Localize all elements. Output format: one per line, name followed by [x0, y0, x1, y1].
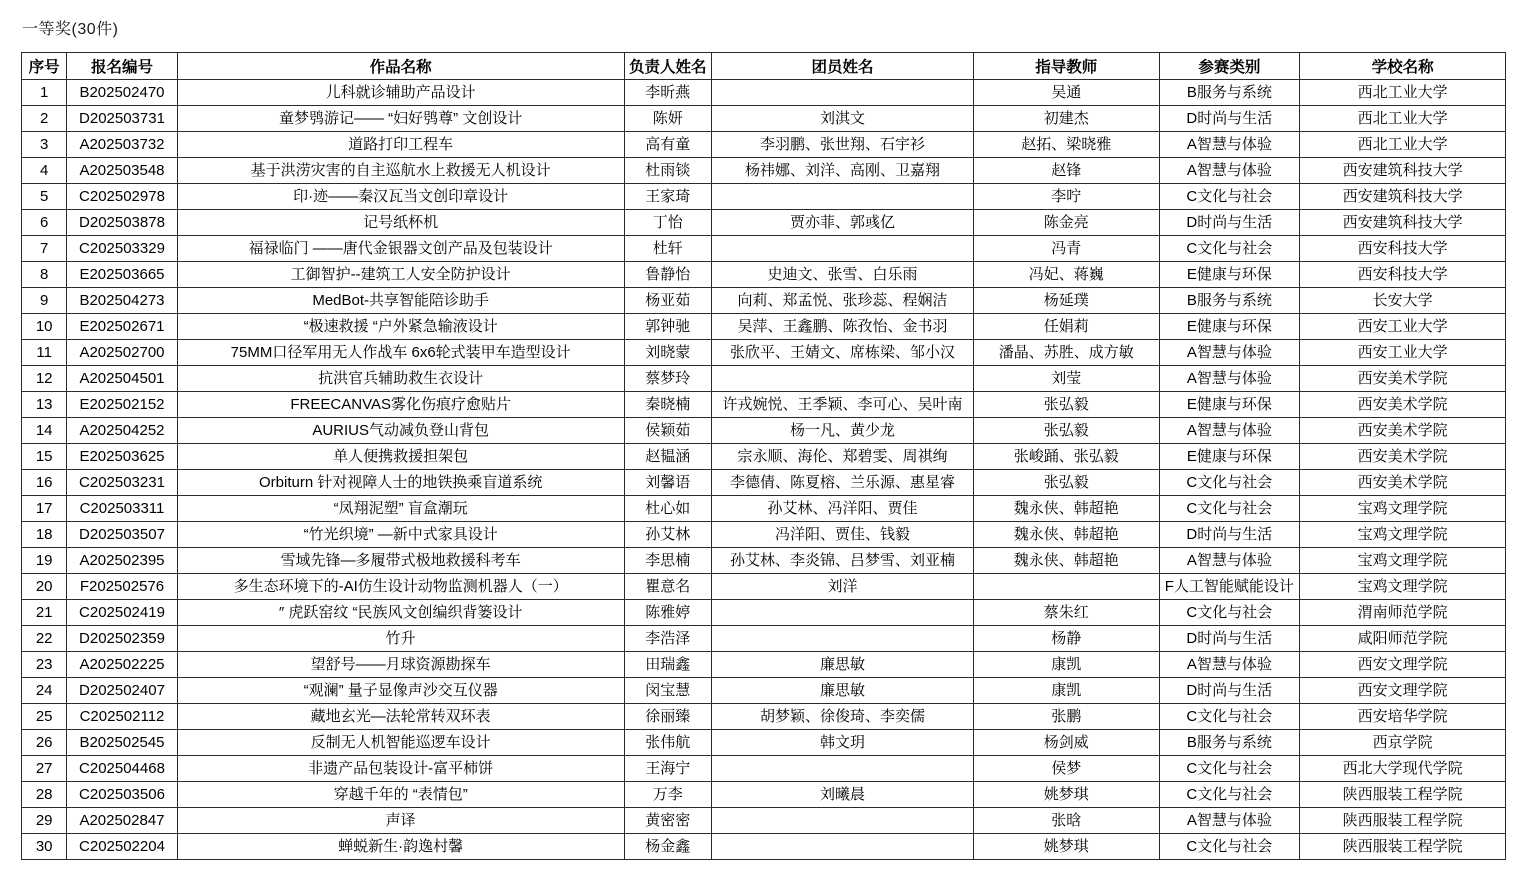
cell-work-name: 藏地玄光—法轮常转双环表 [177, 704, 624, 730]
table-row [22, 574, 1506, 600]
cell-index: 16 [22, 470, 67, 496]
cell-member-names: 孙艾林、李炎锦、吕梦雪、刘亚楠 [711, 548, 973, 574]
cell-reg-no: F202502576 [67, 574, 177, 600]
table-row [22, 418, 1506, 444]
cell-leader-name: 杜心如 [624, 496, 711, 522]
table-row [22, 262, 1506, 288]
cell-work-name: 童梦鸮游记—— “妇好鸮尊” 文创设计 [177, 106, 624, 132]
cell-member-names: 宗永顺、海伦、郑碧雯、周祺绚 [711, 444, 973, 470]
cell-member-names [711, 834, 973, 860]
cell-index: 4 [22, 158, 67, 184]
cell-leader-name: 陈雅婷 [624, 600, 711, 626]
cell-index: 7 [22, 236, 67, 262]
cell-work-name: AURIUS气动减负登山背包 [177, 418, 624, 444]
cell-teachers: 冯妃、蒋巍 [974, 262, 1160, 288]
cell-category: B服务与系统 [1159, 730, 1300, 756]
table-row [22, 626, 1506, 652]
table-row [22, 756, 1506, 782]
cell-reg-no: B202504273 [67, 288, 177, 314]
cell-category: C文化与社会 [1159, 834, 1300, 860]
cell-reg-no: D202503731 [67, 106, 177, 132]
cell-member-names: 冯洋阳、贾佳、钱毅 [711, 522, 973, 548]
cell-index: 26 [22, 730, 67, 756]
cell-teachers: 陈金亮 [974, 210, 1160, 236]
cell-leader-name: 徐丽臻 [624, 704, 711, 730]
cell-member-names: 李羽鹏、张世翔、石宇衫 [711, 132, 973, 158]
cell-teachers: 魏永侠、韩超艳 [974, 548, 1160, 574]
cell-work-name: 穿越千年的 “表情包” [177, 782, 624, 808]
cell-teachers: 杨剑威 [974, 730, 1160, 756]
cell-teachers: 初建杰 [974, 106, 1160, 132]
cell-reg-no: A202502700 [67, 340, 177, 366]
cell-reg-no: A202502225 [67, 652, 177, 678]
cell-school-name: 西安文理学院 [1300, 652, 1506, 678]
cell-leader-name: 刘馨语 [624, 470, 711, 496]
cell-teachers: 张鹏 [974, 704, 1160, 730]
cell-index: 1 [22, 80, 67, 106]
cell-teachers: 侯梦 [974, 756, 1160, 782]
cell-member-names: 刘曦晨 [711, 782, 973, 808]
table-row [22, 834, 1506, 860]
table-row [22, 808, 1506, 834]
table-row [22, 236, 1506, 262]
cell-reg-no: A202504501 [67, 366, 177, 392]
cell-category: A智慧与体验 [1159, 132, 1300, 158]
cell-category: C文化与社会 [1159, 496, 1300, 522]
cell-index: 5 [22, 184, 67, 210]
cell-category: C文化与社会 [1159, 470, 1300, 496]
cell-category: E健康与环保 [1159, 444, 1300, 470]
cell-work-name: 75MM口径军用无人作战车 6x6轮式装甲车造型设计 [177, 340, 624, 366]
table-row [22, 314, 1506, 340]
cell-school-name: 西安科技大学 [1300, 236, 1506, 262]
cell-work-name: 雪域先锋—多履带式极地救援科考车 [177, 548, 624, 574]
cell-work-name: “凤翔泥塑” 盲盒潮玩 [177, 496, 624, 522]
cell-work-name: Orbiturn 针对视障人士的地铁换乘盲道系统 [177, 470, 624, 496]
table-row [22, 496, 1506, 522]
cell-school-name: 西安美术学院 [1300, 366, 1506, 392]
table-row [22, 340, 1506, 366]
cell-reg-no: A202504252 [67, 418, 177, 444]
cell-member-names: 贾亦菲、郭彧亿 [711, 210, 973, 236]
cell-index: 23 [22, 652, 67, 678]
cell-member-names [711, 756, 973, 782]
cell-category: C文化与社会 [1159, 600, 1300, 626]
table-row [22, 80, 1506, 106]
cell-category: E健康与环保 [1159, 262, 1300, 288]
cell-member-names: 胡梦颖、徐俊琦、李奕儒 [711, 704, 973, 730]
cell-teachers: 杨静 [974, 626, 1160, 652]
table-row [22, 392, 1506, 418]
cell-category: F人工智能赋能设计 [1159, 574, 1300, 600]
cell-school-name: 西北工业大学 [1300, 132, 1506, 158]
cell-work-name: 蝉蜕新生·韵逸村馨 [177, 834, 624, 860]
table-row [22, 158, 1506, 184]
cell-index: 18 [22, 522, 67, 548]
cell-member-names: 吴萍、王鑫鹏、陈孜怡、金书羽 [711, 314, 973, 340]
cell-school-name: 西安美术学院 [1300, 392, 1506, 418]
cell-leader-name: 张伟航 [624, 730, 711, 756]
cell-index: 6 [22, 210, 67, 236]
cell-index: 25 [22, 704, 67, 730]
cell-school-name: 陕西服装工程学院 [1300, 834, 1506, 860]
cell-leader-name: 赵韫涵 [624, 444, 711, 470]
cell-index: 22 [22, 626, 67, 652]
cell-teachers: 刘莹 [974, 366, 1160, 392]
cell-member-names [711, 808, 973, 834]
cell-teachers: 张弘毅 [974, 392, 1160, 418]
cell-school-name: 宝鸡文理学院 [1300, 548, 1506, 574]
cell-category: A智慧与体验 [1159, 808, 1300, 834]
cell-work-name: 工御智护--建筑工人安全防护设计 [177, 262, 624, 288]
cell-member-names: 廉思敏 [711, 652, 973, 678]
cell-leader-name: 黄密密 [624, 808, 711, 834]
cell-teachers: 魏永侠、韩超艳 [974, 496, 1160, 522]
cell-leader-name: 杨亚茹 [624, 288, 711, 314]
table-row [22, 470, 1506, 496]
page-title: 一等奖(30件) [22, 21, 119, 38]
cell-school-name: 西安建筑科技大学 [1300, 158, 1506, 184]
cell-leader-name: 侯颖茹 [624, 418, 711, 444]
cell-teachers: 康凯 [974, 652, 1160, 678]
cell-index: 15 [22, 444, 67, 470]
cell-leader-name: 刘晓蒙 [624, 340, 711, 366]
table-row [22, 600, 1506, 626]
cell-leader-name: 孙艾林 [624, 522, 711, 548]
cell-work-name: 印·迹——秦汉瓦当文创印章设计 [177, 184, 624, 210]
cell-reg-no: D202502359 [67, 626, 177, 652]
cell-leader-name: 瞿意名 [624, 574, 711, 600]
table-row [22, 106, 1506, 132]
awards-table [21, 52, 1506, 860]
cell-leader-name: 王海宁 [624, 756, 711, 782]
cell-member-names: 刘洋 [711, 574, 973, 600]
table-row [22, 548, 1506, 574]
cell-teachers: 李咛 [974, 184, 1160, 210]
cell-category: D时尚与生活 [1159, 210, 1300, 236]
table-row [22, 444, 1506, 470]
cell-school-name: 西北工业大学 [1300, 80, 1506, 106]
column-header-reg-no: 报名编号 [67, 53, 177, 80]
cell-work-name: 多生态环境下的-AI仿生设计动物监测机器人（一） [177, 574, 624, 600]
cell-teachers: 杨延璞 [974, 288, 1160, 314]
cell-reg-no: C202504468 [67, 756, 177, 782]
cell-member-names [711, 80, 973, 106]
cell-member-names: 廉思敏 [711, 678, 973, 704]
cell-member-names [711, 626, 973, 652]
cell-member-names: 张欣平、王婧文、席栋梁、邹小汉 [711, 340, 973, 366]
cell-category: C文化与社会 [1159, 704, 1300, 730]
cell-member-names: 向莉、郑孟悦、张珍蕊、程娴洁 [711, 288, 973, 314]
cell-index: 29 [22, 808, 67, 834]
cell-category: D时尚与生活 [1159, 678, 1300, 704]
cell-index: 10 [22, 314, 67, 340]
cell-school-name: 西安建筑科技大学 [1300, 210, 1506, 236]
cell-leader-name: 蔡梦玲 [624, 366, 711, 392]
cell-teachers: 冯青 [974, 236, 1160, 262]
cell-index: 12 [22, 366, 67, 392]
cell-reg-no: E202502671 [67, 314, 177, 340]
cell-leader-name: 杨金鑫 [624, 834, 711, 860]
cell-work-name: 儿科就诊辅助产品设计 [177, 80, 624, 106]
cell-category: C文化与社会 [1159, 184, 1300, 210]
cell-teachers: 张弘毅 [974, 418, 1160, 444]
cell-school-name: 西安科技大学 [1300, 262, 1506, 288]
cell-reg-no: C202503329 [67, 236, 177, 262]
column-header-school-name: 学校名称 [1300, 53, 1506, 80]
cell-index: 19 [22, 548, 67, 574]
table-row [22, 652, 1506, 678]
table-row [22, 210, 1506, 236]
cell-teachers: 任娟莉 [974, 314, 1160, 340]
cell-reg-no: B202502545 [67, 730, 177, 756]
cell-school-name: 西安文理学院 [1300, 678, 1506, 704]
cell-index: 11 [22, 340, 67, 366]
column-header-teachers: 指导教师 [974, 53, 1160, 80]
cell-work-name: 单人便携救援担架包 [177, 444, 624, 470]
cell-work-name: “观澜” 量子显像声沙交互仪器 [177, 678, 624, 704]
column-header-category: 参赛类别 [1159, 53, 1300, 80]
table-row [22, 730, 1506, 756]
cell-reg-no: C202502419 [67, 600, 177, 626]
cell-work-name: 记号纸杯机 [177, 210, 624, 236]
cell-member-names: 李德倩、陈夏榕、兰乐源、惠星睿 [711, 470, 973, 496]
cell-leader-name: 杜雨锬 [624, 158, 711, 184]
cell-teachers: 魏永侠、韩超艳 [974, 522, 1160, 548]
cell-teachers: 姚梦琪 [974, 782, 1160, 808]
cell-teachers: 赵锋 [974, 158, 1160, 184]
column-header-leader-name: 负责人姓名 [624, 53, 711, 80]
cell-index: 21 [22, 600, 67, 626]
cell-reg-no: C202502978 [67, 184, 177, 210]
cell-index: 17 [22, 496, 67, 522]
cell-work-name: 竹升 [177, 626, 624, 652]
cell-leader-name: 闵宝慧 [624, 678, 711, 704]
cell-leader-name: 鲁静怡 [624, 262, 711, 288]
table-row [22, 782, 1506, 808]
cell-leader-name: 高有童 [624, 132, 711, 158]
cell-reg-no: C202502204 [67, 834, 177, 860]
cell-teachers: 张峻踊、张弘毅 [974, 444, 1160, 470]
cell-leader-name: 李浩泽 [624, 626, 711, 652]
cell-teachers [974, 574, 1160, 600]
cell-school-name: 长安大学 [1300, 288, 1506, 314]
cell-member-names: 杨一凡、黄少龙 [711, 418, 973, 444]
cell-leader-name: 田瑞鑫 [624, 652, 711, 678]
cell-school-name: 宝鸡文理学院 [1300, 522, 1506, 548]
cell-index: 28 [22, 782, 67, 808]
table-row [22, 522, 1506, 548]
table-row [22, 678, 1506, 704]
cell-category: E健康与环保 [1159, 314, 1300, 340]
cell-reg-no: B202502470 [67, 80, 177, 106]
table-row [22, 132, 1506, 158]
cell-index: 13 [22, 392, 67, 418]
cell-leader-name: 陈妍 [624, 106, 711, 132]
cell-reg-no: E202503665 [67, 262, 177, 288]
cell-teachers: 康凯 [974, 678, 1160, 704]
cell-category: D时尚与生活 [1159, 522, 1300, 548]
cell-category: A智慧与体验 [1159, 340, 1300, 366]
cell-teachers: 蔡朱红 [974, 600, 1160, 626]
cell-index: 30 [22, 834, 67, 860]
cell-reg-no: E202502152 [67, 392, 177, 418]
column-header-index: 序号 [22, 53, 67, 80]
cell-work-name: 非遗产品包装设计-富平柿饼 [177, 756, 624, 782]
cell-leader-name: 秦晓楠 [624, 392, 711, 418]
cell-teachers: 张弘毅 [974, 470, 1160, 496]
cell-index: 9 [22, 288, 67, 314]
cell-leader-name: 万李 [624, 782, 711, 808]
cell-reg-no: E202503625 [67, 444, 177, 470]
cell-category: A智慧与体验 [1159, 652, 1300, 678]
cell-work-name: MedBot-共享智能陪诊助手 [177, 288, 624, 314]
cell-school-name: 西安工业大学 [1300, 340, 1506, 366]
cell-work-name: 道路打印工程车 [177, 132, 624, 158]
cell-work-name: 望舒号——月球资源勘探车 [177, 652, 624, 678]
cell-category: B服务与系统 [1159, 80, 1300, 106]
cell-leader-name: 杜轩 [624, 236, 711, 262]
cell-school-name: 咸阳师范学院 [1300, 626, 1506, 652]
cell-school-name: 陕西服装工程学院 [1300, 782, 1506, 808]
cell-index: 8 [22, 262, 67, 288]
cell-school-name: 宝鸡文理学院 [1300, 496, 1506, 522]
cell-index: 3 [22, 132, 67, 158]
cell-reg-no: D202503878 [67, 210, 177, 236]
table-row [22, 184, 1506, 210]
cell-leader-name: 王家琦 [624, 184, 711, 210]
cell-leader-name: 李思楠 [624, 548, 711, 574]
table-row [22, 366, 1506, 392]
cell-category: A智慧与体验 [1159, 548, 1300, 574]
cell-school-name: 西安建筑科技大学 [1300, 184, 1506, 210]
cell-work-name: FREECANVAS雾化伤痕疗愈贴片 [177, 392, 624, 418]
cell-reg-no: D202502407 [67, 678, 177, 704]
cell-category: A智慧与体验 [1159, 366, 1300, 392]
cell-member-names [711, 184, 973, 210]
cell-school-name: 西北大学现代学院 [1300, 756, 1506, 782]
cell-category: E健康与环保 [1159, 392, 1300, 418]
cell-school-name: 西安美术学院 [1300, 470, 1506, 496]
cell-reg-no: C202503311 [67, 496, 177, 522]
cell-work-name: ″ 虎跃窑纹 “民族风文创编织背篓设计 [177, 600, 624, 626]
cell-category: A智慧与体验 [1159, 158, 1300, 184]
cell-category: C文化与社会 [1159, 236, 1300, 262]
cell-school-name: 陕西服装工程学院 [1300, 808, 1506, 834]
cell-work-name: “竹光织境” —新中式家具设计 [177, 522, 624, 548]
cell-index: 27 [22, 756, 67, 782]
cell-index: 2 [22, 106, 67, 132]
cell-member-names [711, 236, 973, 262]
cell-leader-name: 丁怡 [624, 210, 711, 236]
cell-school-name: 西安工业大学 [1300, 314, 1506, 340]
cell-reg-no: A202502847 [67, 808, 177, 834]
cell-category: C文化与社会 [1159, 756, 1300, 782]
cell-reg-no: D202503507 [67, 522, 177, 548]
cell-reg-no: C202503231 [67, 470, 177, 496]
cell-member-names [711, 366, 973, 392]
cell-leader-name: 李昕燕 [624, 80, 711, 106]
cell-category: A智慧与体验 [1159, 418, 1300, 444]
cell-reg-no: C202503506 [67, 782, 177, 808]
cell-category: D时尚与生活 [1159, 626, 1300, 652]
cell-member-names: 许戎婉悦、王季颖、李可心、吴叶南 [711, 392, 973, 418]
cell-teachers: 姚梦琪 [974, 834, 1160, 860]
cell-category: C文化与社会 [1159, 782, 1300, 808]
cell-leader-name: 郭钟驰 [624, 314, 711, 340]
cell-work-name: “极速救援 “户外紧急输液设计 [177, 314, 624, 340]
cell-work-name: 基于洪涝灾害的自主巡航水上救援无人机设计 [177, 158, 624, 184]
table-row [22, 288, 1506, 314]
cell-member-names [711, 600, 973, 626]
table-row [22, 704, 1506, 730]
cell-teachers: 潘晶、苏胜、成方敏 [974, 340, 1160, 366]
cell-member-names: 杨祎娜、刘洋、高刚、卫嘉翔 [711, 158, 973, 184]
column-header-work-name: 作品名称 [177, 53, 624, 80]
cell-teachers: 张晗 [974, 808, 1160, 834]
cell-member-names: 刘淇文 [711, 106, 973, 132]
cell-school-name: 西安美术学院 [1300, 444, 1506, 470]
cell-school-name: 渭南师范学院 [1300, 600, 1506, 626]
cell-reg-no: A202502395 [67, 548, 177, 574]
cell-index: 24 [22, 678, 67, 704]
cell-work-name: 抗洪官兵辅助救生衣设计 [177, 366, 624, 392]
cell-work-name: 福禄临门 ——唐代金银器文创产品及包装设计 [177, 236, 624, 262]
column-header-member-names: 团员姓名 [711, 53, 973, 80]
cell-category: D时尚与生活 [1159, 106, 1300, 132]
cell-school-name: 西安美术学院 [1300, 418, 1506, 444]
cell-school-name: 宝鸡文理学院 [1300, 574, 1506, 600]
cell-school-name: 西京学院 [1300, 730, 1506, 756]
cell-teachers: 赵拓、梁晓雅 [974, 132, 1160, 158]
cell-member-names: 史迪文、张雪、白乐雨 [711, 262, 973, 288]
cell-index: 14 [22, 418, 67, 444]
cell-index: 20 [22, 574, 67, 600]
cell-member-names: 孙艾林、冯洋阳、贾佳 [711, 496, 973, 522]
cell-reg-no: C202502112 [67, 704, 177, 730]
cell-teachers: 吴通 [974, 80, 1160, 106]
cell-work-name: 反制无人机智能巡逻车设计 [177, 730, 624, 756]
cell-work-name: 声译 [177, 808, 624, 834]
cell-reg-no: A202503548 [67, 158, 177, 184]
cell-member-names: 韩文玥 [711, 730, 973, 756]
table-header-row [22, 53, 1506, 80]
cell-school-name: 西北工业大学 [1300, 106, 1506, 132]
cell-reg-no: A202503732 [67, 132, 177, 158]
cell-category: B服务与系统 [1159, 288, 1300, 314]
cell-school-name: 西安培华学院 [1300, 704, 1506, 730]
